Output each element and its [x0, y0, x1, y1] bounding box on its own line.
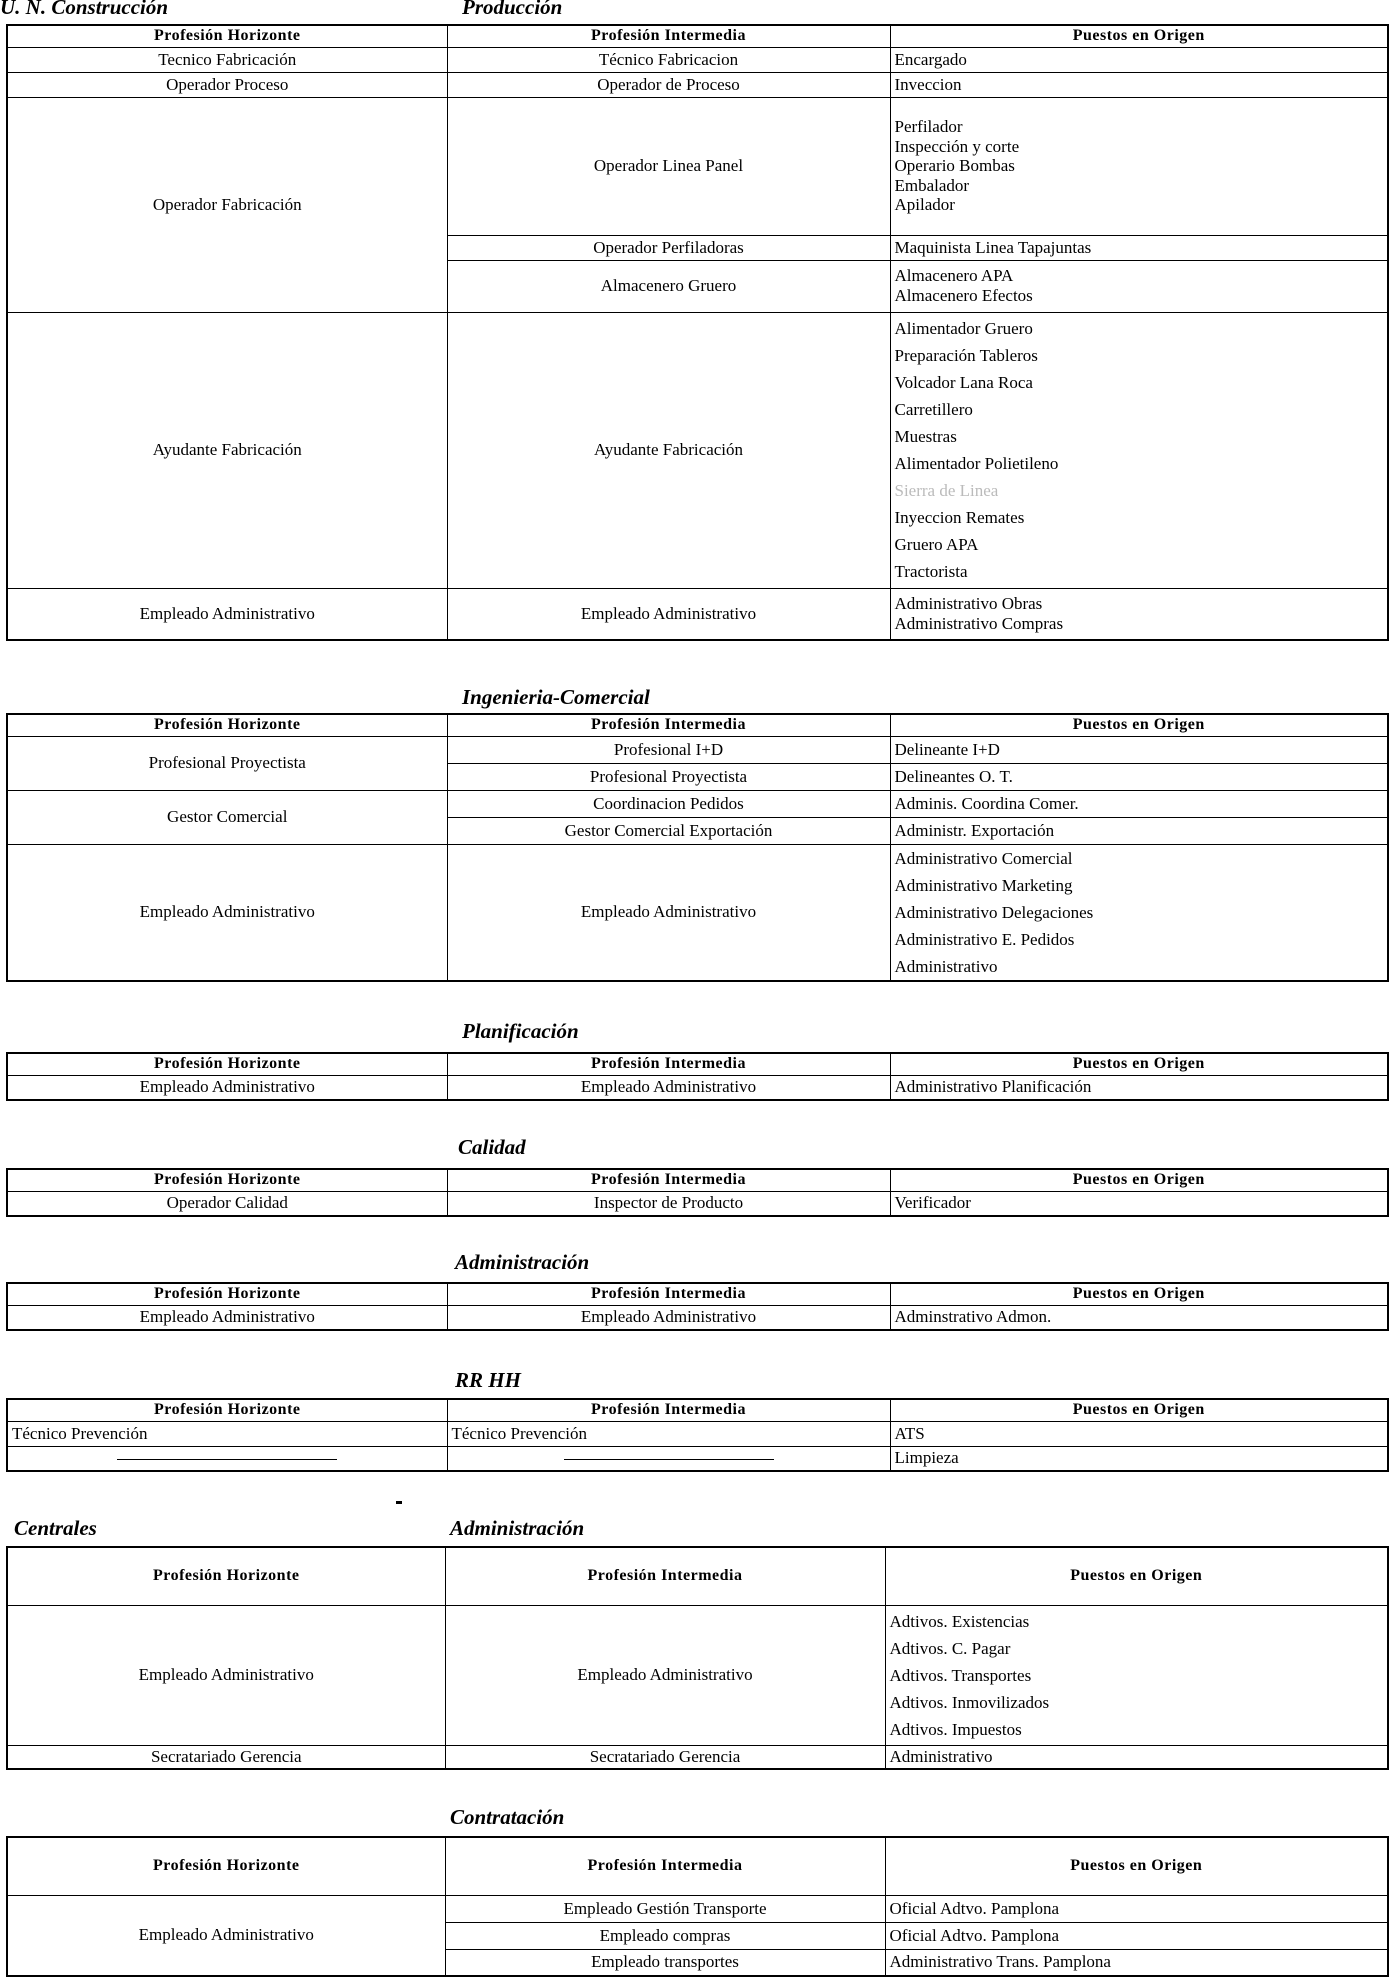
origen-cell: Adminstrativo Admon.	[890, 1305, 1388, 1330]
intermedia-cell: Ayudante Fabricación	[447, 312, 890, 588]
table-row	[7, 1605, 1388, 1745]
intermedia-cell: Operador de Proceso	[447, 72, 890, 97]
intermedia-cell: Coordinacion Pedidos	[447, 790, 890, 817]
col-header-origen: Puestos en Origen	[890, 25, 1388, 47]
col-header-horizonte: Profesión Horizonte	[7, 1169, 447, 1191]
intermedia-cell: Inspector de Producto	[447, 1191, 890, 1216]
origen-item: Tractorista	[894, 562, 968, 581]
origen-item: Almacenero Efectos	[894, 286, 1033, 305]
table-row	[7, 312, 1388, 588]
origen-item: Alimentador Polietileno	[894, 454, 1059, 473]
origen-cell	[890, 97, 1388, 235]
origen-cell	[885, 1605, 1388, 1745]
origen-item: Administrativo Comercial	[894, 848, 1073, 868]
origen-item: Adtivos. Impuestos	[889, 1719, 1022, 1739]
table-row	[7, 1191, 1388, 1216]
origen-cell: ATS	[890, 1421, 1388, 1446]
origen-cell: Maquinista Linea Tapajuntas	[890, 235, 1388, 260]
col-header-horizonte: Profesión Horizonte	[7, 1399, 447, 1421]
horizonte-cell: Operador Fabricación	[7, 97, 447, 312]
origen-cell: Delineante I+D	[890, 736, 1388, 763]
origen-cell: Administrativo Trans. Pamplona	[885, 1949, 1388, 1976]
origen-cell: Delineantes O. T.	[890, 763, 1388, 790]
intermedia-cell: Almacenero Gruero	[447, 260, 890, 312]
intermedia-cell: Técnico Fabricacion	[447, 47, 890, 72]
intermedia-cell: Secratariado Gerencia	[445, 1745, 885, 1769]
origen-item: Volcador Lana Roca	[894, 373, 1033, 392]
origen-cell	[890, 312, 1388, 588]
intermedia-cell: Profesional Proyectista	[447, 763, 890, 790]
col-header-intermedia: Profesión Intermedia	[447, 1283, 890, 1305]
origen-item: Alimentador Gruero	[894, 319, 1033, 338]
col-header-intermedia: Profesión Intermedia	[445, 1547, 885, 1605]
table-row	[7, 844, 1388, 981]
table-row	[7, 97, 1388, 235]
origen-cell	[890, 844, 1388, 981]
planificacion-table	[6, 1052, 1389, 1101]
ingenieria-heading: Ingenieria-Comercial	[462, 685, 650, 709]
intermedia-cell: Operador Linea Panel	[447, 97, 890, 235]
origen-item: Almacenero APA	[894, 266, 1014, 286]
centrales-administracion-heading: Administración	[450, 1516, 585, 1540]
origen-item: Administrativo Compras	[894, 613, 1064, 633]
intermedia-cell: Gestor Comercial Exportación	[447, 817, 890, 844]
col-header-horizonte: Profesión Horizonte	[7, 1837, 445, 1895]
table-row	[7, 736, 1388, 763]
centrales-table	[6, 1546, 1389, 1770]
origen-cell: Oficial Adtvo. Pamplona	[885, 1922, 1388, 1949]
origen-item: Muestras	[894, 427, 957, 446]
col-header-origen: Puestos en Origen	[890, 1169, 1388, 1191]
origen-item: Embalador	[894, 175, 970, 195]
calidad-heading: Calidad	[458, 1135, 526, 1159]
empty-dash	[117, 1459, 337, 1460]
origen-cell: Inveccion	[890, 72, 1388, 97]
horizonte-cell: Empleado Administrativo	[7, 1605, 445, 1745]
col-header-intermedia: Profesión Intermedia	[447, 1169, 890, 1191]
col-header-intermedia: Profesión Intermedia	[447, 25, 890, 47]
table-row	[7, 1421, 1388, 1446]
horizonte-cell: Empleado Administrativo	[7, 1305, 447, 1330]
col-header-intermedia: Profesión Intermedia	[447, 1053, 890, 1075]
col-header-horizonte: Profesión Horizonte	[7, 1283, 447, 1305]
intermedia-cell: Empleado Administrativo	[447, 588, 890, 640]
stray-mark	[396, 1501, 402, 1504]
horizonte-cell: Profesional Proyectista	[7, 736, 447, 790]
administracion-table	[6, 1282, 1389, 1331]
intermedia-cell: Técnico Prevención	[447, 1421, 890, 1446]
intermedia-cell: Empleado Administrativo	[447, 1305, 890, 1330]
origen-item: Perfilador	[894, 117, 963, 137]
origen-item: Carretillero	[894, 400, 973, 419]
col-header-origen: Puestos en Origen	[890, 714, 1388, 736]
col-header-origen: Puestos en Origen	[890, 1053, 1388, 1075]
intermedia-cell: Empleado compras	[445, 1922, 885, 1949]
origen-item: Adtivos. Transportes	[889, 1665, 1032, 1685]
horizonte-cell: Gestor Comercial	[7, 790, 447, 844]
col-header-horizonte: Profesión Horizonte	[7, 714, 447, 736]
col-header-origen: Puestos en Origen	[885, 1547, 1388, 1605]
origen-cell: Oficial Adtvo. Pamplona	[885, 1895, 1388, 1922]
table-row	[7, 1075, 1388, 1100]
intermedia-cell: Empleado transportes	[445, 1949, 885, 1976]
rrhh-table	[6, 1398, 1389, 1472]
administracion-heading: Administración	[455, 1250, 590, 1274]
col-header-intermedia: Profesión Intermedia	[447, 1399, 890, 1421]
intermedia-cell: Empleado Administrativo	[447, 1075, 890, 1100]
horizonte-cell: Empleado Administrativo	[7, 1075, 447, 1100]
table-row	[7, 1745, 1388, 1769]
intermedia-cell: Empleado Administrativo	[447, 844, 890, 981]
origen-item: Administrativo Obras	[894, 594, 1043, 614]
planificacion-heading: Planificación	[462, 1019, 579, 1043]
origen-cell: Administrativo	[885, 1745, 1388, 1769]
col-header-intermedia: Profesión Intermedia	[445, 1837, 885, 1895]
col-header-intermedia: Profesión Intermedia	[447, 714, 890, 736]
col-header-horizonte: Profesión Horizonte	[7, 25, 447, 47]
un-construccion-heading: U. N. Construcción	[0, 0, 169, 19]
horizonte-cell: Operador Calidad	[7, 1191, 447, 1216]
origen-item: Gruero APA	[894, 535, 979, 554]
horizonte-cell: Ayudante Fabricación	[7, 312, 447, 588]
intermedia-cell: Empleado Gestión Transporte	[445, 1895, 885, 1922]
origen-item: Operario Bombas	[894, 156, 1015, 176]
origen-item: Adtivos. C. Pagar	[889, 1638, 1011, 1658]
origen-cell: Verificador	[890, 1191, 1388, 1216]
origen-item: Sierra de Linea	[894, 481, 999, 500]
table-row	[7, 47, 1388, 72]
calidad-table	[6, 1168, 1389, 1217]
intermedia-cell: Profesional I+D	[447, 736, 890, 763]
rrhh-heading: RR HH	[455, 1368, 521, 1392]
origen-item: Preparación Tableros	[894, 346, 1038, 365]
origen-item: Inyeccion Remates	[894, 508, 1025, 527]
intermedia-cell	[447, 1446, 890, 1471]
centrales-heading: Centrales	[14, 1516, 97, 1540]
origen-cell: Adminis. Coordina Comer.	[890, 790, 1388, 817]
col-header-horizonte: Profesión Horizonte	[7, 1053, 447, 1075]
origen-cell	[890, 260, 1388, 312]
contratacion-table	[6, 1836, 1389, 1977]
origen-item: Administrativo Marketing	[894, 875, 1073, 895]
table-row	[7, 790, 1388, 817]
horizonte-cell: Empleado Administrativo	[7, 1895, 445, 1976]
col-header-origen: Puestos en Origen	[890, 1283, 1388, 1305]
horizonte-cell: Operador Proceso	[7, 72, 447, 97]
origen-item: Adtivos. Existencias	[889, 1611, 1030, 1631]
origen-cell: Administrativo Planificación	[890, 1075, 1388, 1100]
table-row	[7, 588, 1388, 640]
empty-dash	[564, 1459, 774, 1460]
origen-cell: Encargado	[890, 47, 1388, 72]
col-header-origen: Puestos en Origen	[890, 1399, 1388, 1421]
origen-cell: Administr. Exportación	[890, 817, 1388, 844]
origen-item: Adtivos. Inmovilizados	[889, 1692, 1050, 1712]
origen-item: Inspección y corte	[894, 136, 1020, 156]
origen-item: Administrativo Delegaciones	[894, 902, 1094, 922]
origen-cell	[890, 588, 1388, 640]
col-header-horizonte: Profesión Horizonte	[7, 1547, 445, 1605]
produccion-table	[6, 24, 1389, 641]
origen-cell: Limpieza	[890, 1446, 1388, 1471]
origen-item: Administrativo E. Pedidos	[894, 929, 1075, 949]
horizonte-cell: Empleado Administrativo	[7, 844, 447, 981]
horizonte-cell: Secratariado Gerencia	[7, 1745, 445, 1769]
intermedia-cell: Operador Perfiladoras	[447, 235, 890, 260]
table-row	[7, 1446, 1388, 1471]
horizonte-cell	[7, 1446, 447, 1471]
contratacion-heading: Contratación	[450, 1805, 565, 1829]
ingenieria-table	[6, 713, 1389, 982]
produccion-heading: Producción	[462, 0, 563, 19]
table-row	[7, 1895, 1388, 1922]
col-header-origen: Puestos en Origen	[885, 1837, 1388, 1895]
origen-item: Administrativo	[894, 956, 998, 976]
horizonte-cell: Técnico Prevención	[7, 1421, 447, 1446]
origen-item: Apilador	[894, 195, 955, 215]
horizonte-cell: Empleado Administrativo	[7, 588, 447, 640]
horizonte-cell: Tecnico Fabricación	[7, 47, 447, 72]
table-row	[7, 1305, 1388, 1330]
intermedia-cell: Empleado Administrativo	[445, 1605, 885, 1745]
table-row	[7, 72, 1388, 97]
